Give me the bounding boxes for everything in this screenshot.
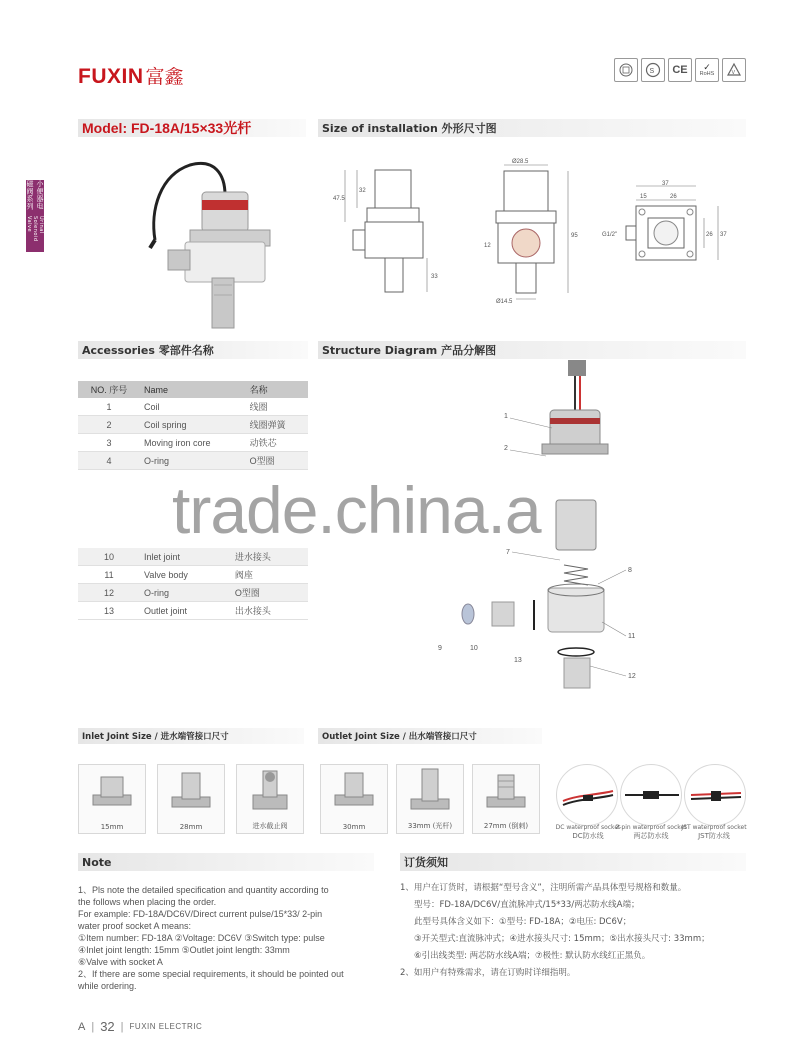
cert-triangle-icon [722, 58, 746, 82]
callout-label: 13 [514, 657, 522, 664]
note-body [78, 884, 378, 992]
cell-name-cn: O型圈 [231, 584, 308, 602]
two-pin-socket-image [620, 764, 682, 826]
table-row [78, 548, 308, 566]
cell-no: 4 [78, 452, 140, 470]
watermark: trade.china.a [172, 473, 541, 547]
inlet-joint-label: 28mm [179, 823, 203, 831]
cell-name-cn: 出水接头 [231, 602, 308, 620]
outlet-joint-label: 30mm [342, 823, 366, 831]
dimension-drawing-top [600, 178, 730, 278]
note-line: ①Item number: FD-18A ②Voltage: DC6V ③Switch type: pulse [78, 933, 325, 943]
col-no: NO. 序号 [78, 381, 140, 398]
cell-name: Coil spring [140, 416, 246, 434]
cell-no: 10 [78, 548, 140, 566]
outlet-title: Outlet Joint Size / 出水端管接口尺寸 [322, 732, 477, 742]
page-footer [78, 1019, 202, 1034]
cell-name: O-ring [140, 584, 231, 602]
callout-label: 9 [438, 645, 442, 652]
table-row [78, 584, 308, 602]
brand-logo [78, 62, 184, 89]
structure-title: Structure Diagram 产品分解图 [322, 344, 497, 357]
cell-name-cn: 阀座 [231, 566, 308, 584]
certification-marks [614, 58, 746, 82]
col-name: Name [140, 381, 246, 398]
footer-company: FUXIN ELECTRIC [129, 1022, 203, 1031]
order-line: 型号：FD-18A/DC6V/直流脉冲式/15*33/两芯防水线A端； [414, 900, 640, 910]
dim-label: 95 [571, 233, 578, 239]
order-line: 2、如用户有特殊需求，请在订购时详细指明。 [400, 968, 576, 978]
dc-socket-cn: DC防水线 [572, 831, 604, 840]
table-row [78, 416, 308, 434]
cell-no: 11 [78, 566, 140, 584]
size-header [318, 119, 746, 137]
accessories-table [78, 381, 308, 470]
dim-label: G1/2" [602, 232, 618, 238]
dim-label: 26 [670, 194, 677, 200]
outlet-joint-label: 27mm (倒刺) [483, 822, 529, 830]
inlet-joint-card [157, 764, 225, 834]
side-tab-en: Urinal Solenoid Valve [26, 216, 44, 242]
inlet-header [78, 728, 304, 744]
outlet-joint-card [396, 764, 464, 834]
accessories-header [78, 341, 308, 359]
note-line: the follows when placing the order. [78, 897, 217, 907]
model-title: Model: FD-18A/15×33光杆 [82, 120, 252, 136]
order-body [400, 880, 748, 982]
dim-label: 15 [640, 194, 647, 200]
cell-name: Coil [140, 398, 246, 416]
note-title: Note [82, 855, 112, 869]
page-number: 32 [100, 1019, 115, 1034]
dim-label: 47.5 [333, 196, 345, 202]
note-line: 1、Pls note the detailed specification and quantity according to [78, 885, 329, 895]
cell-name-cn: 线圈弹簧 [246, 416, 308, 434]
brand-name-cn: 富鑫 [145, 66, 184, 88]
dim-label: 32 [359, 188, 366, 194]
table-row [78, 434, 308, 452]
cell-name-cn: O型圈 [246, 452, 308, 470]
side-tab-cn: 小便器电磁阀系列 [26, 180, 44, 210]
outlet-header [318, 728, 542, 744]
cell-no: 3 [78, 434, 140, 452]
dim-label: 33 [431, 274, 438, 280]
brand-name-en: FUXIN [78, 65, 144, 88]
col-name-cn: 名称 [246, 381, 308, 398]
footer-divider: | [91, 1020, 95, 1033]
outlet-joint-card [320, 764, 388, 834]
cert-mark-1-icon [614, 58, 638, 82]
inlet-joint-label: 15mm [100, 823, 124, 831]
cell-no: 13 [78, 602, 140, 620]
inlet-joint-card [236, 764, 304, 834]
dim-label: 37 [662, 181, 669, 187]
callout-label: 11 [628, 633, 636, 640]
jst-socket-cn: JST防水线 [698, 831, 730, 840]
callout-label: 12 [628, 673, 636, 680]
dim-label: 12 [484, 243, 491, 249]
svg-text:S: S [649, 68, 655, 75]
inlet-joint-label: 进水截止阀 [252, 822, 288, 830]
note-line: 2、If there are some special requirements, it should be pointed out [78, 969, 344, 979]
dc-socket-image [556, 764, 618, 826]
dc-socket-en: DC waterproof socket [555, 824, 621, 831]
callout-label: 7 [506, 549, 510, 556]
accessories-title: Accessories 零部件名称 [82, 344, 214, 357]
callout-label: 10 [470, 645, 478, 652]
cell-name: Valve body [140, 566, 231, 584]
cell-name-cn: 线圈 [246, 398, 308, 416]
jst-socket-image [684, 764, 746, 826]
size-title: Size of installation 外形尺寸图 [322, 122, 497, 135]
dim-label: Ø28.5 [512, 159, 529, 165]
jst-socket-en: JST waterproof socket [681, 824, 747, 831]
page-prefix: A [78, 1020, 86, 1033]
model-header [78, 119, 306, 137]
note-line: For example: FD-18A/DC6V/Direct current pulse/15*33/ 2-pin [78, 909, 323, 919]
dim-label: 26 [706, 232, 713, 238]
dimension-drawing-side [335, 160, 445, 300]
cell-no: 12 [78, 584, 140, 602]
cell-name: Inlet joint [140, 548, 231, 566]
ce-mark-icon: CE [668, 58, 692, 82]
outlet-joint-label: 33mm (光杆) [407, 822, 453, 830]
table-row [78, 602, 308, 620]
note-line: water proof socket A means: [78, 921, 192, 931]
note-line: ④Inlet joint length: 15mm ⑤Outlet joint length: 33mm [78, 945, 290, 955]
cell-name: Outlet joint [140, 602, 231, 620]
footer-divider: | [120, 1020, 124, 1033]
order-line: ③开关型式:直流脉冲式；④进水接头尺寸: 15mm；⑤出水接头尺寸: 33mm； [414, 934, 710, 944]
note-line: ⑥Valve with socket A [78, 957, 163, 967]
cell-name: O-ring [140, 452, 246, 470]
note-line: while ordering. [78, 981, 137, 991]
table-row [78, 398, 308, 416]
dim-label: 37 [720, 232, 727, 238]
cell-name-cn: 动铁芯 [246, 434, 308, 452]
outlet-joint-card [472, 764, 540, 834]
accessories-table-continued [78, 548, 308, 620]
order-line: ⑥引出线类型: 两芯防水线A端；⑦极性: 默认防水线红正黑负。 [414, 951, 651, 961]
callout-label: 1 [504, 413, 508, 420]
svg-text:V: V [731, 70, 735, 76]
callout-label: 8 [628, 567, 632, 574]
order-header [400, 853, 746, 871]
order-line: 此型号具体含义如下：①型号: FD-18A；②电压: DC6V； [414, 917, 632, 927]
table-header-row [78, 381, 308, 398]
structure-header [318, 341, 746, 359]
table-row [78, 452, 308, 470]
product-photo [130, 150, 290, 340]
order-title: 订货须知 [404, 856, 448, 869]
two-pin-socket-en: 2-pin waterproof socket [615, 824, 687, 831]
callout-label: 2 [504, 445, 508, 452]
rohs-mark-icon: ✓ RoHS [695, 58, 719, 82]
two-pin-socket-cn: 两芯防水线 [633, 831, 669, 840]
table-row [78, 566, 308, 584]
rohs-label: RoHS [699, 70, 715, 77]
dim-label: Ø14.5 [496, 299, 513, 305]
note-header [78, 853, 374, 871]
cell-no: 1 [78, 398, 140, 416]
inlet-joint-card [78, 764, 146, 834]
order-line: 1、用户在订货时，请根据“型号含义”，注明所需产品具体型号规格和数量。 [400, 883, 687, 893]
cert-mark-2-icon [641, 58, 665, 82]
cell-no: 2 [78, 416, 140, 434]
dimension-drawing-front [472, 155, 582, 305]
side-category-tab [26, 180, 44, 252]
inlet-title: Inlet Joint Size / 进水端管接口尺寸 [82, 732, 229, 742]
jst-socket-caption [676, 824, 752, 841]
cell-name-cn: 进水接头 [231, 548, 308, 566]
cell-name: Moving iron core [140, 434, 246, 452]
